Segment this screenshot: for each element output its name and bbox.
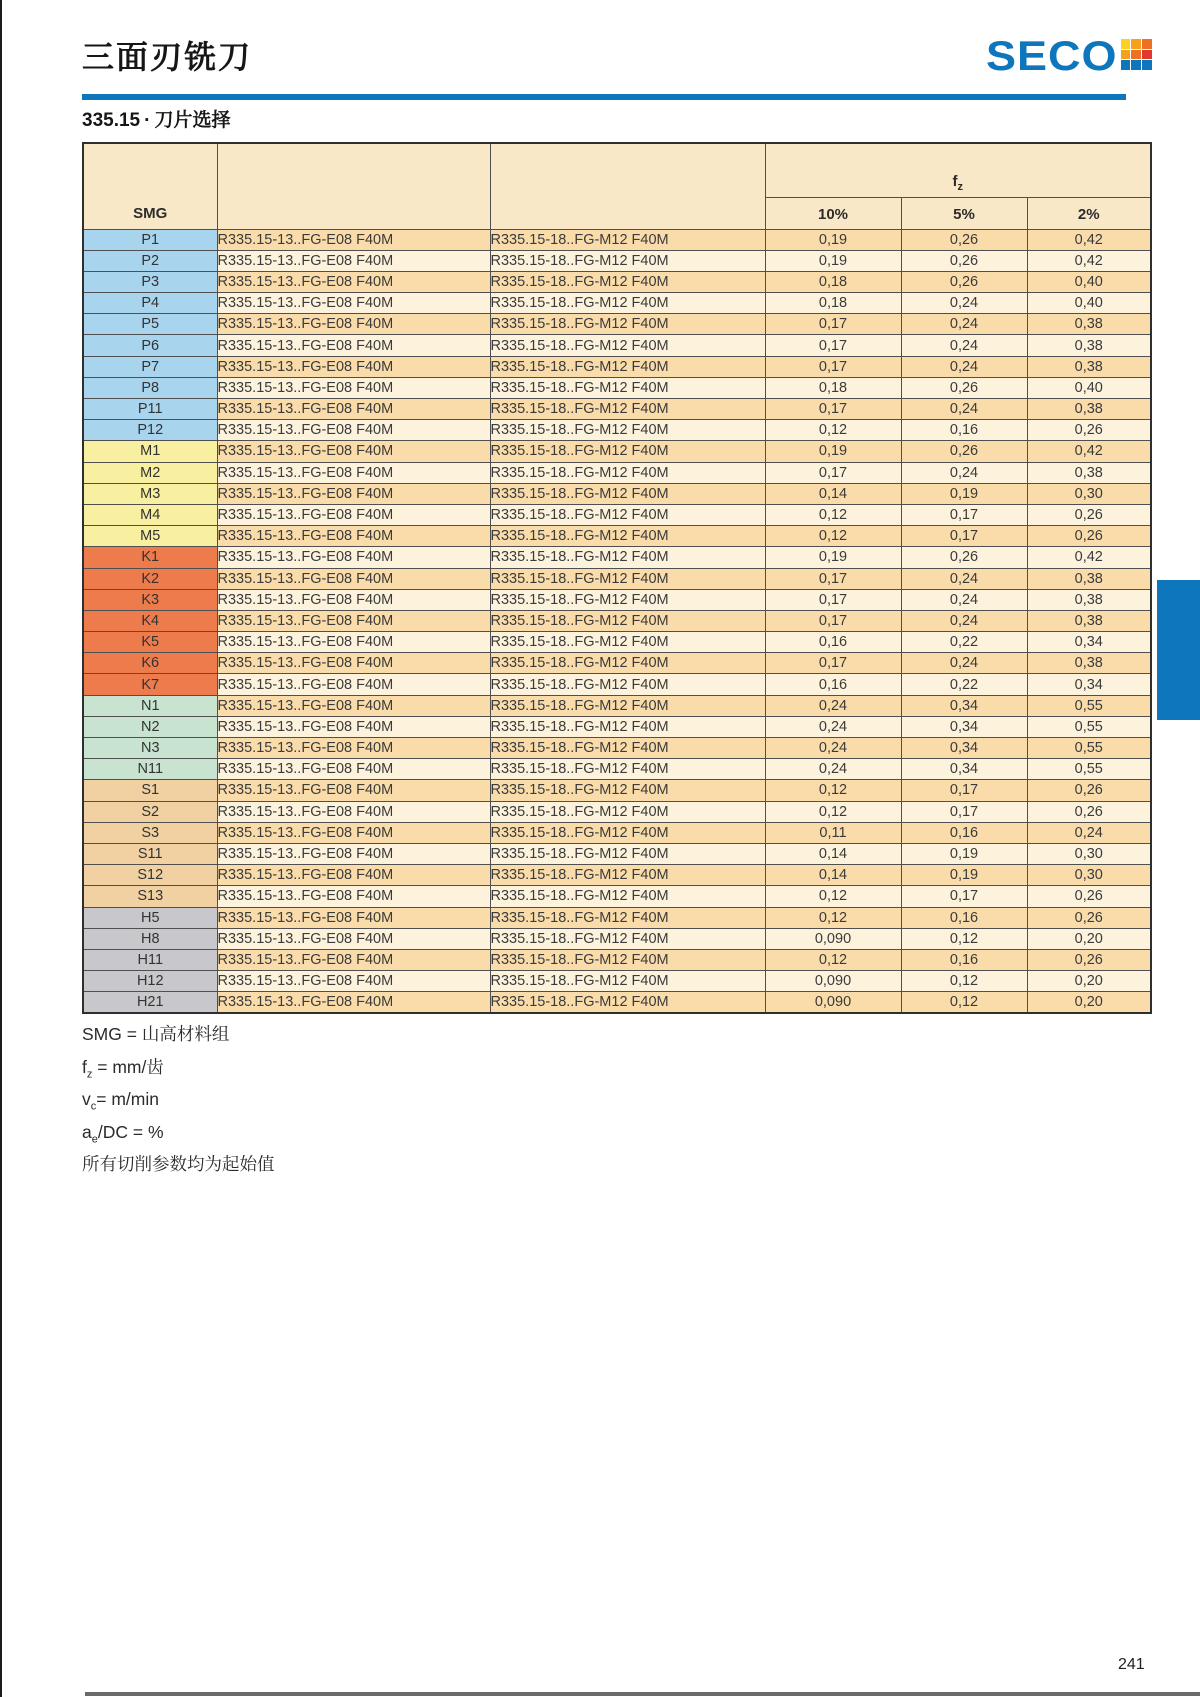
page-edge-tab [1157,580,1200,720]
fz-2-cell: 0,38 [1027,314,1151,335]
fz-10-cell: 0,12 [765,526,901,547]
insert-18-cell: R335.15-18..FG-M12 F40M [490,759,765,780]
smg-cell: M2 [83,462,217,483]
fz-2-cell: 0,26 [1027,886,1151,907]
table-row [83,971,1151,992]
seco-logo [986,32,1152,79]
fz-2-cell: 0,38 [1027,335,1151,356]
insert-18-cell: R335.15-18..FG-M12 F40M [490,314,765,335]
insert-13-cell: R335.15-13..FG-E08 F40M [217,759,490,780]
insert-18-cell: R335.15-18..FG-M12 F40M [490,229,765,250]
fz-10-cell: 0,24 [765,738,901,759]
insert-13-cell: R335.15-13..FG-E08 F40M [217,399,490,420]
footnote-line: $f_z = mm/$齿 [82,1056,164,1080]
table-row [83,271,1151,292]
insert-18-cell: R335.15-18..FG-M12 F40M [490,568,765,589]
fz-5-cell: 0,22 [901,674,1027,695]
footnote-line: SMG = 山高材料组 [82,1024,230,1044]
smg-cell: P11 [83,399,217,420]
insert-13-cell: R335.15-13..FG-E08 F40M [217,738,490,759]
section-label: 刀片选择 [154,110,231,131]
fz-2-cell: 0,26 [1027,949,1151,970]
fz-2-cell: 0,34 [1027,674,1151,695]
fz-2-cell: 0,55 [1027,695,1151,716]
fz-10-cell: 0,17 [765,568,901,589]
fz-10-cell: 0,19 [765,547,901,568]
smg-cell: N1 [83,695,217,716]
table-row [83,250,1151,271]
smg-cell: S3 [83,822,217,843]
table-row [83,865,1151,886]
insert-18-cell: R335.15-18..FG-M12 F40M [490,843,765,864]
fz-10-cell: 0,17 [765,610,901,631]
insert-18-cell: R335.15-18..FG-M12 F40M [490,399,765,420]
smg-cell: K7 [83,674,217,695]
fz-5-cell: 0,16 [901,949,1027,970]
fz-5-cell: 0,26 [901,229,1027,250]
fz-2-cell: 0,34 [1027,632,1151,653]
insert-13-cell: R335.15-13..FG-E08 F40M [217,653,490,674]
insert-18-cell: R335.15-18..FG-M12 F40M [490,653,765,674]
fz-10-cell: 0,12 [765,886,901,907]
fz-5-cell: 0,17 [901,886,1027,907]
fz-10-cell: 0,24 [765,716,901,737]
table-row [83,589,1151,610]
fz-2pct-header: 2% [1027,197,1151,229]
table-row [83,801,1151,822]
insert-13-cell: R335.15-13..FG-E08 F40M [217,801,490,822]
fz-5-cell: 0,24 [901,356,1027,377]
insert-18-cell: R335.15-18..FG-M12 F40M [490,377,765,398]
fz-10-cell: 0,19 [765,441,901,462]
fz-10-cell: 0,12 [765,504,901,525]
smg-cell: K5 [83,632,217,653]
fz-5-cell: 0,24 [901,653,1027,674]
insert-18-cell: R335.15-18..FG-M12 F40M [490,928,765,949]
table-row [83,526,1151,547]
insert-18-cell: R335.15-18..FG-M12 F40M [490,293,765,314]
fz-5-cell: 0,34 [901,738,1027,759]
insert-18-cell: R335.15-18..FG-M12 F40M [490,356,765,377]
insert-13-cell: R335.15-13..FG-E08 F40M [217,632,490,653]
table-row [83,229,1151,250]
insert-18-cell: R335.15-18..FG-M12 F40M [490,695,765,716]
fz-5-cell: 0,16 [901,822,1027,843]
table-row [83,293,1151,314]
fz-2-cell: 0,42 [1027,229,1151,250]
fz-10-cell: 0,12 [765,801,901,822]
fz-5-cell: 0,34 [901,759,1027,780]
table-row [83,568,1151,589]
fz-2-cell: 0,38 [1027,462,1151,483]
table-row [83,632,1151,653]
fz-2-cell: 0,26 [1027,780,1151,801]
fz-5-cell: 0,12 [901,971,1027,992]
insert-18-cell: R335.15-18..FG-M12 F40M [490,547,765,568]
fz-5-cell: 0,17 [901,780,1027,801]
fz-10-cell: 0,14 [765,483,901,504]
fz-10-cell: 0,14 [765,865,901,886]
fz-5-cell: 0,17 [901,504,1027,525]
insert-18-cell: R335.15-18..FG-M12 F40M [490,780,765,801]
fz-10-cell: 0,12 [765,949,901,970]
insert-13-cell: R335.15-13..FG-E08 F40M [217,547,490,568]
insert-13-cell: R335.15-13..FG-E08 F40M [217,483,490,504]
insert-13-cell: R335.15-13..FG-E08 F40M [217,377,490,398]
insert-13-cell: R335.15-13..FG-E08 F40M [217,992,490,1013]
insert-13-cell: R335.15-13..FG-E08 F40M [217,568,490,589]
insert-13-cell: R335.15-13..FG-E08 F40M [217,462,490,483]
smg-cell: M4 [83,504,217,525]
fz-2-cell: 0,42 [1027,441,1151,462]
fz-10-cell: 0,17 [765,335,901,356]
insert-18-cell: R335.15-18..FG-M12 F40M [490,716,765,737]
fz-5-cell: 0,24 [901,399,1027,420]
smg-cell: H11 [83,949,217,970]
fz-2-cell: 0,55 [1027,738,1151,759]
page-bottom-edge-line [85,1692,1200,1696]
fz-2-cell: 0,38 [1027,356,1151,377]
fz-5-cell: 0,16 [901,420,1027,441]
fz-5-cell: 0,24 [901,314,1027,335]
insert-18-cell: R335.15-18..FG-M12 F40M [490,822,765,843]
insert-18-cell: R335.15-18..FG-M12 F40M [490,483,765,504]
fz-10-cell: 0,18 [765,271,901,292]
fz-10-cell: 0,090 [765,992,901,1013]
fz-5-cell: 0,16 [901,907,1027,928]
fz-2-cell: 0,26 [1027,907,1151,928]
smg-cell: P12 [83,420,217,441]
fz-2-cell: 0,30 [1027,865,1151,886]
fz-2-cell: 0,38 [1027,399,1151,420]
fz-10-cell: 0,19 [765,229,901,250]
table-row [83,886,1151,907]
smg-cell: N3 [83,738,217,759]
insert-18-cell: R335.15-18..FG-M12 F40M [490,971,765,992]
table-row [83,377,1151,398]
insert-18-cell: R335.15-18..FG-M12 F40M [490,420,765,441]
smg-cell: K6 [83,653,217,674]
insert-13-cell: R335.15-13..FG-E08 F40M [217,780,490,801]
fz-5-cell: 0,17 [901,526,1027,547]
insert-18-cell: R335.15-18..FG-M12 F40M [490,441,765,462]
footnote-line: $a_e/DC$ = % [82,1121,164,1145]
insert-13-cell: R335.15-13..FG-E08 F40M [217,822,490,843]
table-row [83,928,1151,949]
insert-13-cell: R335.15-13..FG-E08 F40M [217,949,490,970]
smg-cell: M3 [83,483,217,504]
insert-13-cell: R335.15-13..FG-E08 F40M [217,589,490,610]
table-row [83,759,1151,780]
fz-2-cell: 0,38 [1027,653,1151,674]
fz-2-cell: 0,38 [1027,610,1151,631]
table-row [83,314,1151,335]
fz-5-cell: 0,19 [901,843,1027,864]
insert-13-cell: R335.15-13..FG-E08 F40M [217,843,490,864]
table-row [83,695,1151,716]
fz-5-cell: 0,19 [901,483,1027,504]
fz-10-cell: 0,17 [765,462,901,483]
section-separator: · [144,110,151,131]
fz-2-cell: 0,42 [1027,547,1151,568]
fz-2-cell: 0,20 [1027,928,1151,949]
smg-cell: H12 [83,971,217,992]
smg-cell: M1 [83,441,217,462]
fz-2-cell: 0,40 [1027,293,1151,314]
insert-selection-table [82,142,1152,1014]
table-row [83,335,1151,356]
smg-cell: S12 [83,865,217,886]
insert-13-cell: R335.15-13..FG-E08 F40M [217,695,490,716]
fz-2-cell: 0,55 [1027,716,1151,737]
insert-13-cell: R335.15-13..FG-E08 F40M [217,229,490,250]
insert-table-body [83,229,1151,1013]
insert-13-cell: R335.15-13..FG-E08 F40M [217,674,490,695]
fz-5-cell: 0,34 [901,716,1027,737]
fz-5pct-header: 5% [901,197,1027,229]
fz-10-cell: 0,24 [765,695,901,716]
fz-10-cell: 0,090 [765,928,901,949]
fz-10-cell: 0,17 [765,399,901,420]
fz-2-cell: 0,26 [1027,504,1151,525]
smg-cell: S13 [83,886,217,907]
fz-10-cell: 0,17 [765,356,901,377]
fz-5-cell: 0,26 [901,271,1027,292]
insert-13-cell: R335.15-13..FG-E08 F40M [217,928,490,949]
fz-10-cell: 0,19 [765,250,901,271]
fz-10-cell: 0,12 [765,780,901,801]
smg-cell: H21 [83,992,217,1013]
fz-5-cell: 0,24 [901,610,1027,631]
fz-2-cell: 0,26 [1027,420,1151,441]
fz-5-cell: 0,24 [901,568,1027,589]
smg-cell: P1 [83,229,217,250]
smg-cell: P6 [83,335,217,356]
insert-13-cell: R335.15-13..FG-E08 F40M [217,865,490,886]
insert-13-cell: R335.15-13..FG-E08 F40M [217,716,490,737]
insert-18-cell: R335.15-18..FG-M12 F40M [490,907,765,928]
table-row [83,653,1151,674]
fz-5-cell: 0,26 [901,250,1027,271]
table-row [83,399,1151,420]
page-left-edge-line [0,0,2,1697]
smg-cell: H5 [83,907,217,928]
table-row [83,949,1151,970]
smg-cell: K4 [83,610,217,631]
table-row [83,462,1151,483]
table-row [83,780,1151,801]
fz-10-cell: 0,090 [765,971,901,992]
insert-18-cell: R335.15-18..FG-M12 F40M [490,526,765,547]
page-title: 三面刃铣刀 [82,39,253,75]
insert-13-cell: R335.15-13..FG-E08 F40M [217,250,490,271]
smg-cell: H8 [83,928,217,949]
insert-18-cell: R335.15-18..FG-M12 F40M [490,865,765,886]
table-row [83,674,1151,695]
insert-18-cell: R335.15-18..FG-M12 F40M [490,589,765,610]
smg-cell: K3 [83,589,217,610]
fz-10-cell: 0,18 [765,377,901,398]
page-number: 241 [1118,1656,1145,1673]
insert-13-cell: R335.15-13..FG-E08 F40M [217,293,490,314]
fz-10-cell: 0,17 [765,589,901,610]
fz-10-cell: 0,17 [765,653,901,674]
fz-10-cell: 0,16 [765,674,901,695]
seco-logo-mark-icon [1121,39,1152,70]
smg-column-header: SMG [83,143,217,229]
insert-13-cell: R335.15-13..FG-E08 F40M [217,526,490,547]
insert-13-cell: R335.15-13..FG-E08 F40M [217,971,490,992]
fz-2-cell: 0,30 [1027,843,1151,864]
insert-13-cell: R335.15-13..FG-E08 F40M [217,907,490,928]
fz-5-cell: 0,24 [901,335,1027,356]
title-divider-rule [82,94,1126,100]
insert-13-cell: R335.15-13..FG-E08 F40M [217,886,490,907]
table-row [83,992,1151,1013]
insert-18-cell: R335.15-18..FG-M12 F40M [490,949,765,970]
insert-13-cell: R335.15-13..FG-E08 F40M [217,441,490,462]
fz-5-cell: 0,26 [901,441,1027,462]
footnote-line: 所有切削参数均为起始值 [82,1154,275,1174]
insert-18-cell: R335.15-18..FG-M12 F40M [490,335,765,356]
fz-2-cell: 0,24 [1027,822,1151,843]
smg-cell: P5 [83,314,217,335]
smg-cell: K2 [83,568,217,589]
insert-13-cell: R335.15-13..FG-E08 F40M [217,420,490,441]
fz-5-cell: 0,26 [901,377,1027,398]
fz-2-cell: 0,20 [1027,971,1151,992]
fz-2-cell: 0,40 [1027,377,1151,398]
insert-13-cell: R335.15-13..FG-E08 F40M [217,356,490,377]
fz-10-cell: 0,12 [765,907,901,928]
smg-cell: S11 [83,843,217,864]
fz-5-cell: 0,24 [901,589,1027,610]
fz-5-cell: 0,34 [901,695,1027,716]
section-heading [82,105,230,132]
insert-18-cell: R335.15-18..FG-M12 F40M [490,504,765,525]
smg-cell: P8 [83,377,217,398]
fz-5-cell: 0,12 [901,928,1027,949]
fz-2-cell: 0,55 [1027,759,1151,780]
fz-5-cell: 0,17 [901,801,1027,822]
table-row [83,843,1151,864]
table-row [83,420,1151,441]
fz-10-cell: 0,14 [765,843,901,864]
insert-18-cell: R335.15-18..FG-M12 F40M [490,462,765,483]
fz-10-cell: 0,16 [765,632,901,653]
smg-cell: N11 [83,759,217,780]
insert-18-cell: R335.15-18..FG-M12 F40M [490,610,765,631]
smg-cell: N2 [83,716,217,737]
fz-group-header: $f_z$ [765,143,1151,197]
fz-10-cell: 0,12 [765,420,901,441]
fz-10-cell: 0,11 [765,822,901,843]
insert-18-cell: R335.15-18..FG-M12 F40M [490,271,765,292]
seco-logo-text: SECO [986,32,1118,79]
table-row [83,504,1151,525]
insert-13-cell: R335.15-13..FG-E08 F40M [217,314,490,335]
smg-cell: P2 [83,250,217,271]
fz-10-cell: 0,24 [765,759,901,780]
insert-18-cell: R335.15-18..FG-M12 F40M [490,738,765,759]
table-row [83,907,1151,928]
smg-cell: M5 [83,526,217,547]
smg-cell: P3 [83,271,217,292]
fz-2-cell: 0,38 [1027,568,1151,589]
insert-18-cell: R335.15-18..FG-M12 F40M [490,250,765,271]
insert-18-column-header [490,143,765,229]
insert-18-cell: R335.15-18..FG-M12 F40M [490,886,765,907]
section-number: 335.15 [82,110,141,131]
smg-cell: K1 [83,547,217,568]
insert-13-column-header [217,143,490,229]
fz-5-cell: 0,24 [901,293,1027,314]
insert-18-cell: R335.15-18..FG-M12 F40M [490,632,765,653]
smg-cell: P7 [83,356,217,377]
fz-2-cell: 0,26 [1027,526,1151,547]
table-row [83,356,1151,377]
fz-10-cell: 0,18 [765,293,901,314]
insert-18-cell: R335.15-18..FG-M12 F40M [490,674,765,695]
smg-cell: S2 [83,801,217,822]
fz-5-cell: 0,22 [901,632,1027,653]
insert-13-cell: R335.15-13..FG-E08 F40M [217,335,490,356]
insert-13-cell: R335.15-13..FG-E08 F40M [217,610,490,631]
table-row [83,547,1151,568]
footnote-line: $v_c= m/\min$ [82,1089,159,1113]
table-row [83,441,1151,462]
fz-5-cell: 0,19 [901,865,1027,886]
fz-2-cell: 0,42 [1027,250,1151,271]
table-row [83,716,1151,737]
fz-5-cell: 0,26 [901,547,1027,568]
smg-cell: P4 [83,293,217,314]
fz-10pct-header: 10% [765,197,901,229]
insert-18-cell: R335.15-18..FG-M12 F40M [490,801,765,822]
fz-5-cell: 0,12 [901,992,1027,1013]
fz-2-cell: 0,38 [1027,589,1151,610]
fz-10-cell: 0,17 [765,314,901,335]
fz-2-cell: 0,20 [1027,992,1151,1013]
table-row [83,483,1151,504]
smg-cell: S1 [83,780,217,801]
table-row [83,822,1151,843]
fz-2-cell: 0,30 [1027,483,1151,504]
fz-2-cell: 0,40 [1027,271,1151,292]
footnotes [82,1022,275,1185]
fz-5-cell: 0,24 [901,462,1027,483]
insert-13-cell: R335.15-13..FG-E08 F40M [217,504,490,525]
table-row [83,738,1151,759]
table-row [83,610,1151,631]
insert-18-cell: R335.15-18..FG-M12 F40M [490,992,765,1013]
fz-2-cell: 0,26 [1027,801,1151,822]
insert-13-cell: R335.15-13..FG-E08 F40M [217,271,490,292]
